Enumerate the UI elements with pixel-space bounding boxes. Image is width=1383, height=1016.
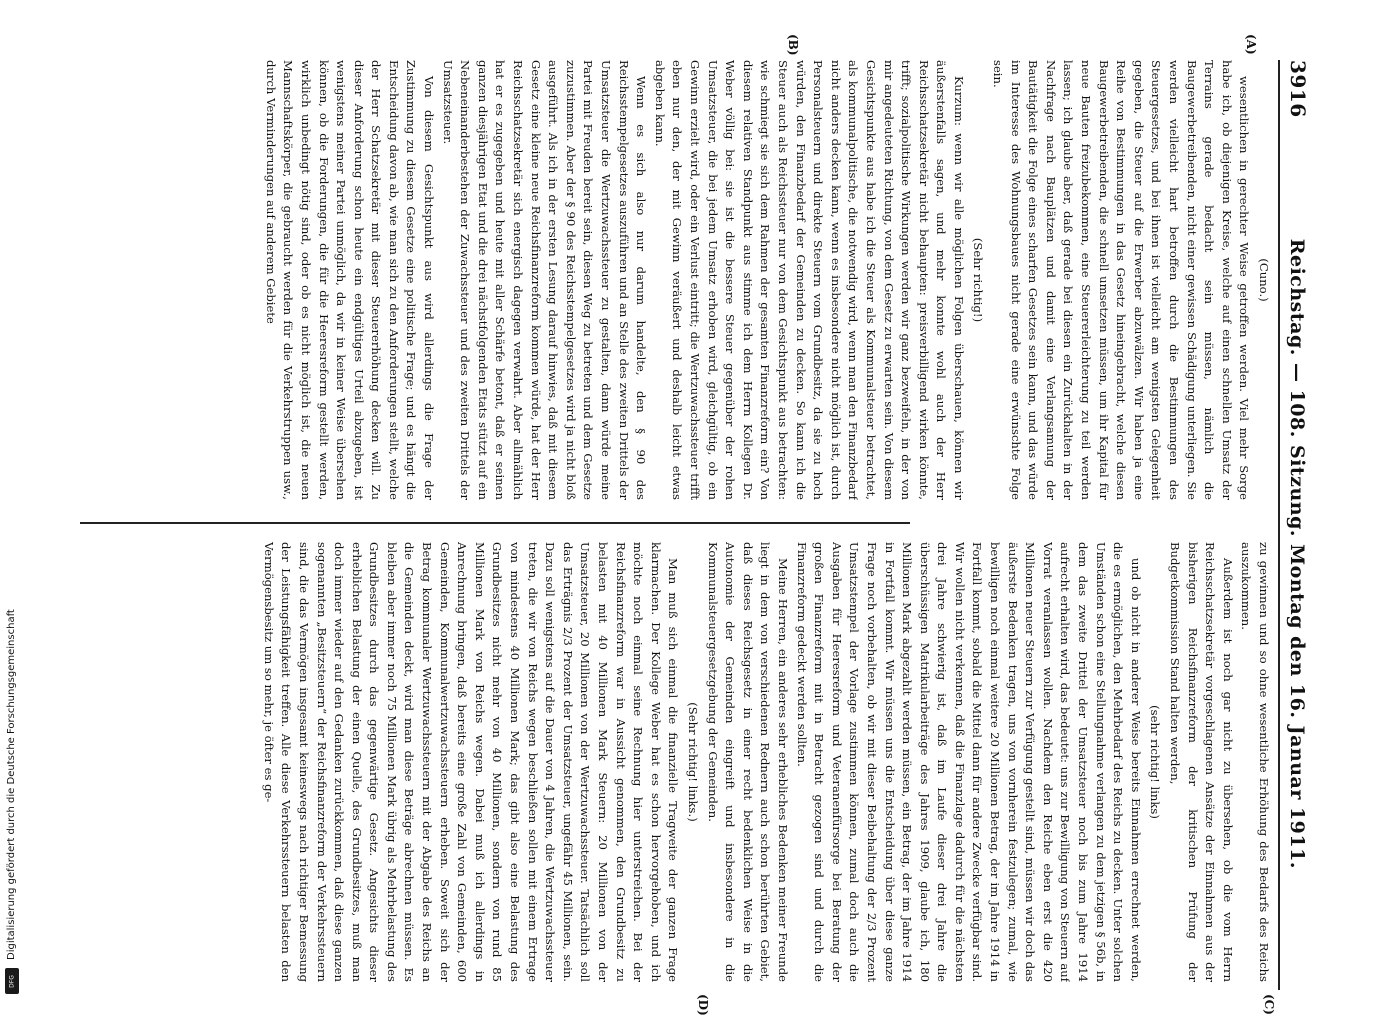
header-rule xyxy=(1278,60,1280,990)
paragraph: Wenn es sich also nur darum handelte, den § 90 des Reichsstempelgesetzes auszuführen und an Stelle des zweiten Drittels der Umsatzsteuer die Wertzuwachssteuer zu gestalten, dann würde meine Partei mit Freuden bereit sein, diesen Weg zu betreten und dem Gesetze zuzustimmen. Aber der § 90 des Reichsstempelgesetzes wird ja nicht bloß ausgeführt. Als ich in der ersten Lesung darauf hinwies, daß mit diesem Gesetz eine kleine neue Reichsfinanzreform kommen würde, hat der Herr Reichsschatzsekretär sich energisch dagegen verwahrt. Aber allmählich hat er es zugegeben und heute mit aller Schärfe betont, daß er seinen ganzen diesjährigen Etat und die drei nächstfolgenden Etats stützt auf ein Nebeneinanderbestehen der Zuwachssteuer und des zweiten Drittels der Umsatzsteuer. xyxy=(440,60,649,500)
interjection: (Sehr richtig! links.) xyxy=(686,702,700,822)
dfg-credit-strip xyxy=(2,0,22,1000)
interjection: (sehr richtig! links) xyxy=(1148,705,1163,819)
paragraph: Von diesem Gesichtspunkt aus wird allerdings die Frage der Zustimmung zu diesem Gesetze eine politische Frage; und es hängt die Entscheidung davon ab, wie man sich zu den Anforderungen stellt, welche der Herr Schatzsekretär mit dieser Steuererhöhung decken will. Zu dieser Anforderung schon heute ein endgültiges Urteil abzugeben, ist wenigstens meiner Partei unmöglich, da wir in keiner Weise übersehen können, ob die Forderungen, die für die Heeresreform gestellt werden, wirklich unbedingt nötig sind, oder ob es nicht möglich ist, die neuen Mannschaftskörper, die gebraucht werden für die Verkehrstruppen usw., durch Verminderungen auf anderem Gebiete xyxy=(263,60,437,500)
margin-marker-a: (A) xyxy=(1244,34,1258,55)
page-title: Reichstag. — 108. Sitzung. Montag den 16. Januar 1911. xyxy=(1286,238,1308,869)
speaker-name: (Cuno.) xyxy=(1257,258,1271,302)
margin-marker-d: (D) xyxy=(696,994,710,1016)
paragraph: und ob nicht in anderer Weise bereits Einnahmen errechnet werden, die es ermöglichen, den Mehrbedarf des Reichs zu decken. Unter solchen Umständen schon eine Stellungnahme verlangen zu dem jetzigen § 56b, in dem das zweite Drittel der Umsatzsteuer noch bis zum Jahre 1914 aufrecht erhalten wird, das bedeutet: uns zur Bewilligung von Steuern auf Vorrat veranlassen wollen. Nachdem den Reiche eben erst die 420 Millionen neuer Steuern zur Verfügung gestellt sind, müssen wir doch das äußerste Bedenken tragen, uns von vornherein festzulegen; zumal, wie bewilligen noch einmal weitere 20 Millionen Betrag, der im Jahre 1914 in Fortfall kommt, sobald die Mittel dann für andere Zwecke verfügbar sind. Wir wollen nicht verkennen, daß die Finanzlage dadurch für die nächsten drei Jahre schwierig ist, daß im Laufe dieser drei Jahre die überschüssigen Matrikularbeiträge des Jahres 1909, glaube ich, 180 Millionen Mark abgezahlt werden müssen, ein Betrag, der im Jahre 1914 in Fortfall kommt. Wir müssen uns die Entscheidung über diese ganze Frage noch vorbehalten, ob wir mit dieser Beibehaltung der 2/3 Prozent Umsatzstempel der Vorlage zustimmen können, zumal doch auch die Ausgaben für Heeresreform und Veteranenfürsorge bei Beratung der großen Finanzreform mit in Betracht gezogen sind und durch die Finanzreform gedeckt werden sollten. xyxy=(794,542,1143,982)
paragraph: wesentlichen in gerechter Weise getroffen werden. Viel mehr Sorge habe ich, ob diejenigen Kreise, welche auf einen schnellen Umsatz der Terrains gerade bedacht sein müssen, nämlich die Baugewerbetreibenden, nicht einer gewissen Schädigung unterliegen. Sie werden vielleicht hart betroffen durch die Bestimmungen des Steuergesetzes, und bei ihnen ist vielleicht am wenigsten Gelegenheit gegeben, die Steuer auf die Erwerber abzuwälzen. Wir haben ja eine Reihe von Bestimmungen in das Gesetz hineingebracht, welche diesen Baugewerbetreibenden, die schnell umsetzen müssen, um ihr Kapital für neue Bauten freizubekommen, eine Steuererleichterung zu teil werden lassen; ich glaube aber, daß gerade bei diesen ein Zurückhalten in der Nachfrage nach Bauplätzen und damit eine Verlangsamung der Bautätigkeit die Folge eines scharfen Gesetzes sein kann, und das würde im Interesse des Wohnungsbaues nicht gerade eine erwünschte Folge sein. xyxy=(991,60,1252,500)
page-header xyxy=(1286,60,1320,990)
paragraph: Außerdem ist noch gar nicht zu übersehen, ob die vom Herrn Reichsschatzsekretär vorgeschlagenen Ansätze der Einnahmen aus der bisherigen Reichsfinanzreform der kritischen Prüfung der Budgetkommission Stand halten werden, xyxy=(1168,542,1235,982)
page-number: 3916 xyxy=(1286,60,1310,118)
margin-marker-c: (C) xyxy=(1262,994,1276,1015)
paragraph: zu gewinnen und so ohne wesentliche Erhöhung des Bedarfs des Reichs auszukommen. xyxy=(1239,542,1271,982)
paragraph: Man muß sich einmal die finanzielle Tragweite der ganzen Frage klarmachen. Der Kollege Weber hat es schon hervorgehoben, und ich möchte noch einmal seine Rechnung hier unterstreichen. Bei der Reichsfinanzreform war in Aussicht genommen, den Grundbesitz zu belasten mit 40 Millionen Mark Steuern: 20 Millionen von der Umsatzsteuer, 20 Millionen von der Wertzuwachssteuer. Tatsächlich soll das Erträgnis 2/3 Prozent der Umsatzsteuer, ungefähr 45 Millionen, sein. Dazu soll wenigstens auf die Dauer von 4 Jahren, die Wertzuwachssteuer treten, die wir von Reichs wegen beschließen sollen mit einem Ertrage von mindestens 40 Millionen Mark; das gibt also eine Belastung des Grundbesitzes nicht mehr von 40 Millionen, sondern von rund 85 Millionen Mark von Reichs wegen. Dabei muß ich allerdings in Anrechnung bringen, daß bereits eine große Zahl von Gemeinden, 600 Gemeinden, Kommunalwertzuwachssteuern erheben. Soweit sich der Betrag kommunaler Wertzuwachssteuern mit der Abgabe des Reichs an die Gemeinden deckt, wird man diese Beträge abrechnen müssen. Es bleiben aber immer noch 75 Millionen Mark übrig als Mehrbelastung des Grundbesitzes durch das gegenwärtige Gesetz. Angesichts dieser erheblichen Belastung der einen Quelle, des Grundbesitzes, muß man doch immer wieder auf den Gedanken zurückkommen, daß diese ganzen sogenannten „Besitzsteuern“ der Reichsfinanzreform der Verkehrssteuern sind, die das Vermögen insgesamt keineswegs nach richtiger Bemessung der Leistungsfähigkeit treffen. Alle diese Verkehrssteuern belasten den Vermögensbesitz um so mehr, je öfter es ge- xyxy=(261,542,681,982)
interjection: (Sehr richtig!) xyxy=(971,237,986,323)
dfg-credit-text: Digitalisierung gefördert durch die Deutsche Forschungsgemeinschaft xyxy=(6,609,17,960)
column-divider xyxy=(80,522,910,524)
paragraph: Kurzum: wenn wir alle möglichen Folgen überschauen, können wir äußerstenfalls sagen, und mehr konnte wohl auch der Herr Reichsschatzsekretär nicht behaupten: preisverbilligend wirken könnte, trifft; sozialpolitische Wirkungen werden wir ganz bezweifeln, in der von mir angedeuteten Richtung, von dem Gesetz zu erwarten sein. Von diesem Gesichtspunkte aus habe ich die Steuer als Kommunalsteuer betrachtet, als kommunalpolitische, die notwendig wird, wenn man den Finanzbedarf nicht anders decken kann, wenn es insbesondere nicht möglich ist, durch Personalsteuern und direkte Steuern vom Grundbesitz, da sie zu hoch würden, den Finanzbedarf der Gemeinden zu decken. So kann ich die Steuer auch als Reichssteuer nur von dem Gesichtspunkt aus betrachten: wie schmiegt sie sich dem Rahmen der gesamten Finanzreform ein? Von diesem relativen Standpunkt aus stimme ich dem Herrn Kollegen Dr. Weber völlig bei: sie ist die bessere Steuer gegenüber der rohen Umsatzsteuer, die bei jedem Umsatz erhoben wird, gleichgültig, ob ein Gewinn erzielt wird, oder ein Verlust eintritt; die Wertzuwachssteuer trifft eben nur den, der mit Gewinn veräußert und deshalb leicht etwas abgeben kann. xyxy=(652,60,966,500)
left-column xyxy=(82,60,1272,500)
right-column xyxy=(82,542,1272,982)
dfg-logo xyxy=(5,968,19,994)
rotated-document-page xyxy=(70,34,1320,1016)
dfg-logo-text: DFG xyxy=(8,975,16,988)
paragraph: Meine Herren, ein anderes sehr erhebliches Bedenken meiner Freunde liegt in dem von verschiedenen Rednern auch schon berührten Gebiet, daß dieses Reichsgesetz in einer recht bedenklichen Weise in die Autonomie der Gemeinden eingreift und insbesondere in die Kommunalsteuergesetzgebung der Gemeinden. xyxy=(705,542,790,982)
margin-marker-b: (B) xyxy=(786,34,800,56)
